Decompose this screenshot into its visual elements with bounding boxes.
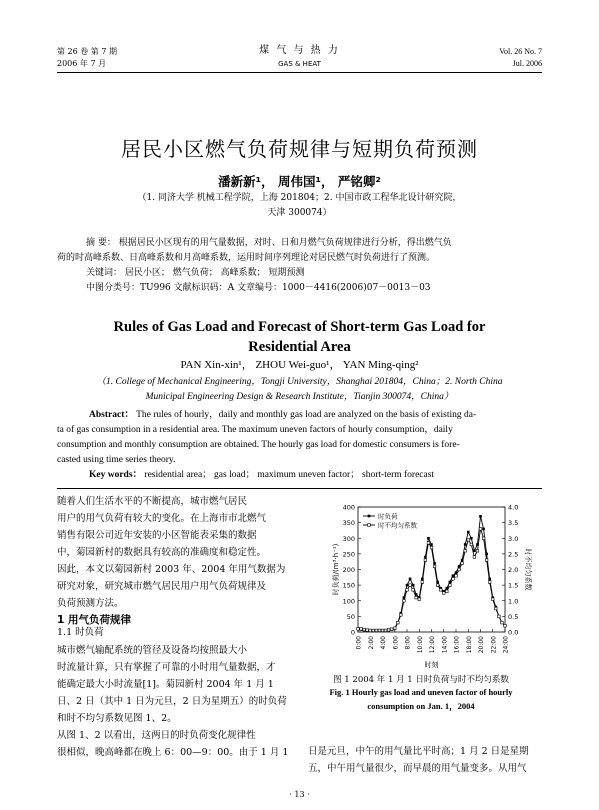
y-axis-label: 时负荷/(m³·h⁻¹) (332, 543, 340, 596)
point-uneven-factor (357, 628, 360, 631)
point-uneven-factor (498, 615, 501, 618)
point-uneven-factor (418, 598, 421, 601)
y-tick-label: 150 (342, 581, 355, 590)
point-uneven-factor (436, 584, 439, 587)
point-uneven-factor (461, 562, 464, 565)
y-tick-label: 300 (342, 534, 355, 543)
point-uneven-factor (360, 628, 363, 631)
volume-issue-cn: 第 26 卷 第 7 期 (57, 47, 117, 56)
x-tick-label: 6:00 (392, 636, 400, 650)
x-tick-label: 4:00 (380, 636, 387, 650)
point-uneven-factor (446, 590, 449, 593)
keywords-en: residential area； gas load； maximum uneven factor； short-term forecast (144, 470, 435, 480)
legend-marker-uneven-factor (368, 524, 371, 527)
y-tick-label: 0 (350, 628, 355, 637)
intro-paragraph (57, 493, 297, 612)
y-tick-label: 100 (342, 597, 355, 606)
abstract-en-text3: consumption and monthly consumption are obtained. The hourly gas load for domestic consumers is fore- (57, 440, 460, 450)
point-uneven-factor (421, 581, 424, 584)
header-rule (57, 72, 542, 73)
abstract-en (57, 408, 542, 483)
abstract-en-text4: casted using time series theory. (57, 455, 176, 465)
body-line: 城市燃气输配系统的管径及设备均按照最大小 (57, 645, 248, 656)
point-uneven-factor (403, 599, 406, 602)
body-line: 很相似，晚高峰都在晚上 6：00—9：00。由于 1 月 1 (57, 747, 289, 758)
x-tick-label: 20:00 (478, 636, 485, 654)
point-uneven-factor (476, 549, 479, 552)
y-tick-label: 200 (342, 566, 355, 574)
point-uneven-factor (381, 629, 384, 632)
paper-title-en-line2: Residential Area (248, 339, 351, 355)
point-uneven-factor (378, 629, 381, 632)
body-line: 负荷预测方法。 (57, 598, 124, 609)
paper-title-en (0, 317, 599, 357)
point-hourly-load (427, 537, 430, 540)
date-en: Jul. 2006 (512, 59, 542, 68)
y2-tick-label: 3.0 (508, 534, 519, 543)
series-line-hourly-load (358, 516, 505, 630)
point-hourly-load (464, 543, 467, 546)
body-line: 日是元旦，中午的用气量比平时高；1 月 2 日是星期 (308, 746, 529, 757)
point-hourly-load (482, 528, 485, 531)
legend-label-uneven-factor: 时不均匀系数 (378, 521, 417, 530)
point-uneven-factor (427, 542, 430, 545)
journal-name-en: GAS & HEAT (278, 60, 321, 68)
point-hourly-load (467, 531, 470, 534)
point-uneven-factor (504, 624, 507, 627)
subsection-heading-1-1: 1.1 时负荷 (57, 627, 104, 638)
point-uneven-factor (464, 549, 467, 552)
point-uneven-factor (363, 628, 366, 631)
point-hourly-load (406, 584, 409, 587)
point-hourly-load (479, 515, 482, 518)
body-line: 五，中午用气量很少，而早晨的用气量变多。从用气 (308, 763, 527, 774)
y2-tick-label: 0.5 (508, 612, 519, 621)
volume-issue-en: Vol. 26 No. 7 (499, 47, 542, 56)
point-uneven-factor (473, 556, 476, 559)
authors-cn: 潘新新¹， 周伟国¹， 严铭卿² (218, 174, 381, 189)
x-tick-label: 10:00 (416, 636, 424, 654)
point-uneven-factor (449, 584, 452, 587)
x-tick-label: 2:00 (367, 636, 375, 650)
point-uneven-factor (397, 621, 400, 624)
point-uneven-factor (400, 614, 403, 617)
affiliation-cn-line1: （1. 同济大学 机械工程学院，上海 201804；2. 中国市政工程华北设计研究院， (137, 193, 462, 203)
y2-tick-label: 0.0 (508, 628, 519, 637)
point-uneven-factor (409, 584, 412, 587)
right-column-paragraph (308, 743, 544, 777)
paper-title-en-line1: Rules of Gas Load and Forecast of Short-term Gas Load for (113, 319, 486, 335)
figure-1-chart (300, 495, 542, 670)
point-uneven-factor (458, 568, 461, 571)
abstract-cn-line2: 荷的时高峰系数、日高峰系数和月高峰系数，运用时间序列理论对居民燃气时负荷进行了预测。 (57, 253, 436, 263)
point-uneven-factor (412, 589, 415, 592)
x-tick-label: 24:00 (502, 636, 510, 654)
legend-label-hourly-load: 时负荷 (378, 512, 398, 521)
figure-1-caption-en-line2: consumption on Jan. 1，2004 (367, 701, 475, 711)
date-cn: 2006 年 7 月 (57, 59, 107, 68)
abstract-rule (57, 488, 542, 489)
affiliation-en-line2: Municipal Engineering Design & Research Institute，Tianjin 300074，China） (145, 392, 454, 402)
body-line: 日、2 日（其中 1 日为元旦，2 日为星期五）的时负荷 (57, 696, 287, 707)
figure-1-caption-cn: 图 1 2004 年 1 月 1 日时负荷与时不均匀系数 (333, 675, 509, 685)
point-uneven-factor (501, 621, 504, 624)
body-line: 能确定最大小时流量[1]。菊园新村 2004 年 1 月 1 (57, 679, 274, 690)
point-uneven-factor (433, 565, 436, 568)
x-axis-label: 时刻 (424, 661, 439, 669)
keywords-en-label: Key words： (89, 470, 143, 480)
x-tick-label: 16:00 (453, 636, 461, 654)
point-uneven-factor (366, 629, 369, 632)
y-tick-label: 350 (342, 519, 355, 528)
legend-marker-hourly-load (368, 515, 371, 518)
x-tick-label: 0:00 (355, 636, 363, 650)
affiliation-en-line1: （1. College of Mechanical Engineering，Tongji University，Shanghai 201804，China；2. North China (96, 377, 503, 387)
y2-tick-label: 4.0 (508, 503, 519, 512)
point-uneven-factor (470, 543, 473, 546)
y-tick-label: 50 (346, 612, 355, 621)
abstract-en-text2: ta of gas consumption in a residential area. The maximum uneven factors of hourly consumption，daily (57, 425, 453, 435)
point-uneven-factor (387, 629, 390, 632)
point-uneven-factor (393, 627, 396, 630)
y2-tick-label: 1.5 (508, 581, 519, 590)
point-uneven-factor (369, 629, 372, 632)
body-line: 因此，本文以菊园新村 2003 年、2004 年用气数据为 (57, 564, 286, 575)
body-line: 用户的用气负荷有较大的变化。在上海市市北燃气 (57, 513, 267, 524)
point-uneven-factor (495, 607, 498, 610)
abstract-cn-label: 摘 要： (86, 238, 116, 248)
y2-tick-label: 2.0 (508, 566, 519, 574)
abstract-cn-text1: 根据居民小区现有的用气量数据，对时、日和月燃气负荷规律进行分析，得出燃气负 (118, 238, 452, 248)
point-uneven-factor (439, 589, 442, 592)
body-line: 中，菊园新村的数据具有较高的准确度和稳定性。 (57, 547, 267, 558)
authors-en: PAN Xin-xin¹， ZHOU Wei-guo¹， YAN Ming-qing² (180, 359, 419, 371)
y2-tick-label: 1.0 (508, 597, 519, 606)
x-tick-label: 8:00 (404, 636, 412, 650)
point-uneven-factor (488, 581, 491, 584)
body-line: 销售有限公司近年安装的小区智能表采集的数据 (57, 530, 257, 541)
point-uneven-factor (430, 546, 433, 549)
body-line: 时流量计算，只有掌握了可靠的小时用气量数据，才 (57, 662, 276, 673)
x-tick-label: 22:00 (490, 636, 498, 654)
y-tick-label: 250 (342, 550, 355, 559)
point-uneven-factor (415, 596, 418, 599)
body-line: 和时不均匀系数见图 1、2。 (57, 713, 177, 724)
figure-1-caption-en-line1: Fig. 1 Hourly gas load and uneven factor of hourly (329, 687, 513, 697)
x-tick-label: 14:00 (441, 636, 449, 654)
page-number: · 13 · (289, 790, 310, 799)
y2-axis-label: 时不均匀系数 (524, 548, 532, 591)
point-uneven-factor (452, 578, 455, 581)
abstract-en-text1: The rules of hourly，daily and monthly gas load are analyzed on the basis of existing da- (136, 410, 477, 420)
abstract-cn-line1 (86, 236, 452, 250)
point-hourly-load (412, 584, 415, 587)
point-uneven-factor (467, 539, 470, 542)
point-hourly-load (470, 537, 473, 540)
abstract-en-label: Abstract： (89, 410, 134, 420)
classification-cn: 中图分类号：TU996 文献标识码：A 文章编号：1000－4416(2006)07－0013－03 (86, 283, 431, 293)
body-line: 研究对象，研究城市燃气居民用户用气负荷规律及 (57, 581, 267, 592)
x-tick-label: 18:00 (465, 636, 473, 654)
point-uneven-factor (479, 528, 482, 531)
point-uneven-factor (482, 537, 485, 540)
affiliation-cn-line2: 天津 300074） (267, 208, 332, 218)
point-uneven-factor (375, 629, 378, 632)
point-uneven-factor (372, 629, 375, 632)
y2-tick-label: 2.5 (508, 550, 519, 559)
point-uneven-factor (384, 629, 387, 632)
point-uneven-factor (485, 559, 488, 562)
keywords-cn: 关键词： 居民小区； 燃气负荷； 高峰系数； 短期预测 (86, 268, 305, 278)
journal-name-cn: 煤 气 与 热 力 (259, 45, 340, 56)
point-uneven-factor (406, 589, 409, 592)
body-line: 从图 1、2 以看出，这两日的时负荷变化规律性 (57, 730, 256, 741)
hourly-load-paragraph (57, 642, 297, 761)
point-uneven-factor (424, 559, 427, 562)
paper-title-cn: 居民小区燃气负荷规律与短期负荷预测 (121, 137, 478, 161)
x-tick-label: 12:00 (429, 636, 436, 654)
point-hourly-load (452, 574, 455, 577)
body-line: 随着人们生活水平的不断提高，城市燃气居民 (57, 496, 248, 507)
point-uneven-factor (491, 598, 494, 601)
y-tick-label: 400 (342, 503, 355, 512)
point-hourly-load (409, 578, 412, 581)
section-heading-1: 1 用气负荷规律 (57, 614, 131, 626)
point-uneven-factor (442, 592, 445, 595)
point-uneven-factor (390, 628, 393, 631)
point-uneven-factor (455, 574, 458, 577)
y2-tick-label: 3.5 (508, 519, 519, 528)
